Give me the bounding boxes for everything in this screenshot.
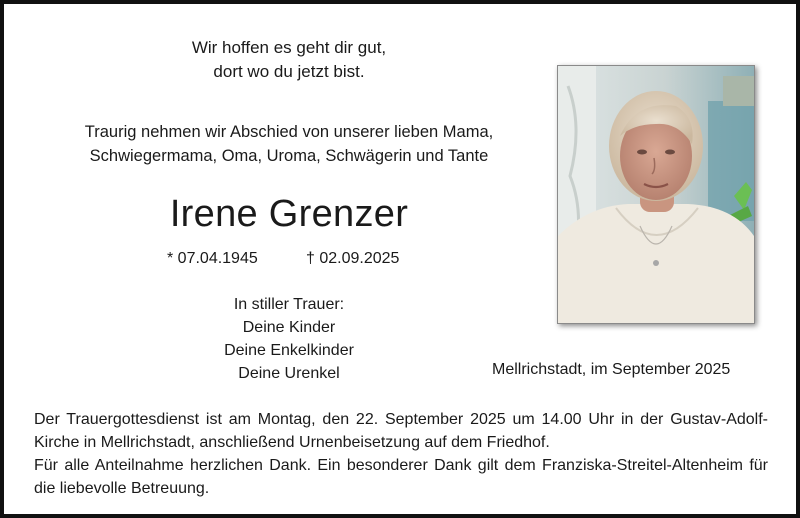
service-paragraph: Der Trauergottesdienst ist am Montag, den 22. September 2025 um 14.00 Uhr in der Gustav-Adolf-Kirche in Mellrichstadt, anschließend Urnenbeisetzung auf dem Friedhof.	[34, 411, 768, 451]
portrait-image	[558, 66, 754, 323]
mourners-heading: In stiller Trauer:	[233, 296, 345, 313]
death-date: † 02.09.2025	[306, 250, 400, 267]
intro-line-1: Traurig nehmen wir Abschied von unserer lieben Mama,	[84, 123, 494, 141]
mourner-line: Deine Enkelkinder	[224, 342, 354, 359]
motto-line-2: dort wo du jetzt bist.	[213, 62, 365, 81]
mourner-line: Deine Kinder	[242, 319, 336, 336]
service-notice	[34, 408, 768, 500]
motto-line-1: Wir hoffen es geht dir gut,	[191, 38, 387, 57]
birth-date: * 07.04.1945	[167, 250, 258, 267]
portrait-photo	[557, 65, 755, 324]
thanks-paragraph: Für alle Anteilnahme herzlichen Dank. Ein besonderer Dank gilt dem Franziska-Streitel-Altenheim für die liebevolle Betreuung.	[34, 457, 768, 497]
mourners	[184, 293, 394, 385]
intro-text	[34, 120, 544, 168]
deceased-name: Irene Grenzer	[169, 193, 409, 235]
mourner-line: Deine Urenkel	[238, 365, 340, 382]
intro-line-2: Schwiegermama, Oma, Uroma, Schwägerin und Tante	[89, 147, 489, 165]
place-date: Mellrichstadt, im September 2025	[492, 361, 731, 378]
motto	[134, 36, 444, 84]
